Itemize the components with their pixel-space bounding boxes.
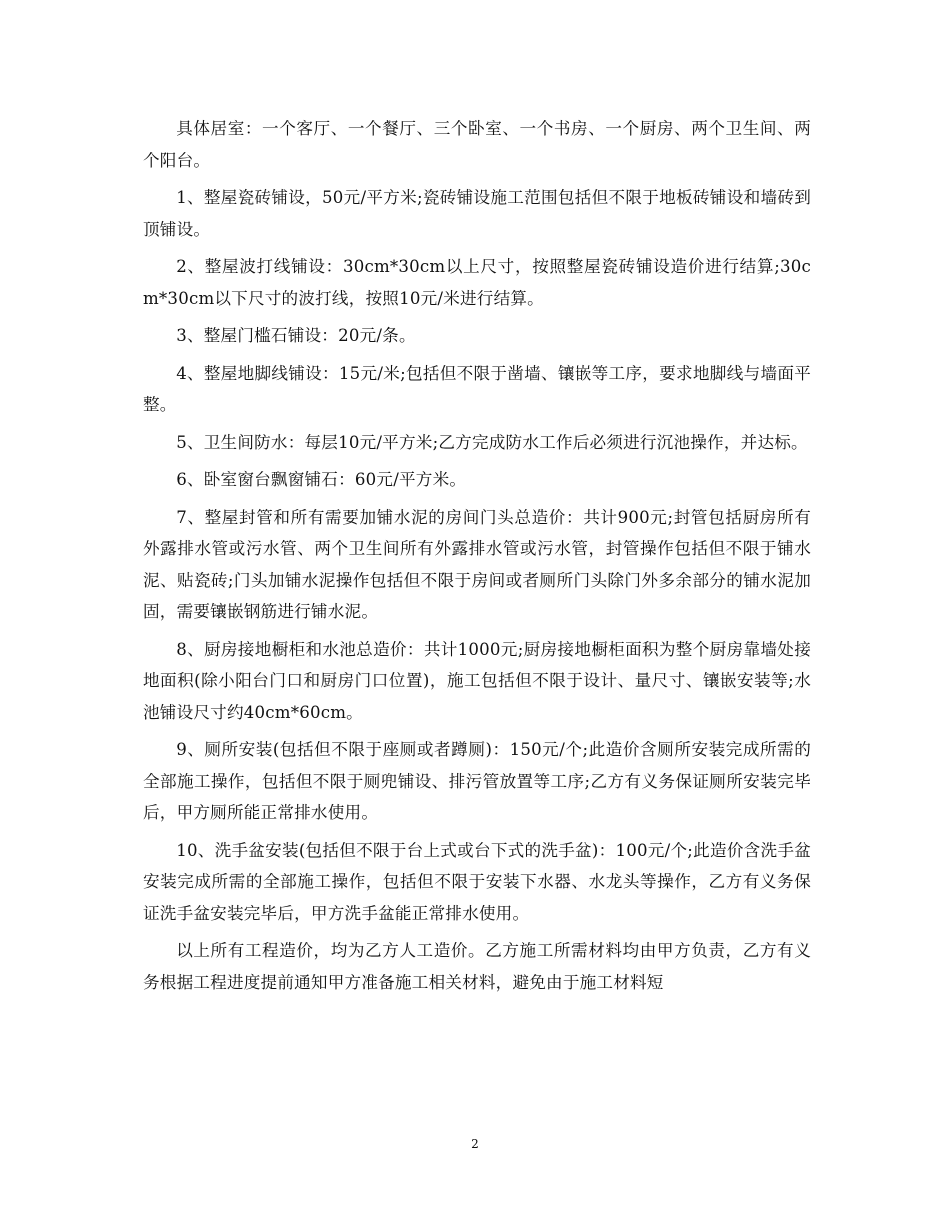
paragraph-item-7-pipe-sealing: 7、整屋封管和所有需要加铺水泥的房间门头总造价：共计900元;封管包括厨房所有外露排水管或污水管、两个卫生间所有外露排水管或污水管，封管操作包括但不限于铺水泥、贴瓷砖;门头加铺水泥操作包括但不限于房间或者厕所门头除门外多余部分的铺水泥加固，需要镶嵌钢筋进行铺水泥。 <box>143 507 811 621</box>
paragraph-item-5-waterproofing: 5、卫生间防水：每层10元/平方米;乙方完成防水工作后必须进行沉池操作，并达标。 <box>176 432 808 452</box>
paragraph-item-1-tiles: 1、整屋瓷砖铺设，50元/平方米;瓷砖铺设施工范围包括但不限于地板砖铺设和墙砖到顶铺设。 <box>143 188 811 239</box>
paragraph-item-2-border-line: 2、整屋波打线铺设：30cm*30cm以上尺寸，按照整屋瓷砖铺设造价进行结算;30cm*30cm以下尺寸的波打线，按照10元/米进行结算。 <box>143 257 811 308</box>
paragraph-item-4-skirting: 4、整屋地脚线铺设：15元/米;包括但不限于凿墙、镶嵌等工序，要求地脚线与墙面平整。 <box>143 363 811 414</box>
paragraph-item-6-window-sill: 6、卧室窗台飘窗铺石：60元/平方米。 <box>176 470 467 489</box>
document-body <box>143 113 811 1004</box>
page-number: 2 <box>471 1137 479 1151</box>
paragraph-item-3-threshold-stone: 3、整屋门槛石铺设：20元/条。 <box>176 326 416 345</box>
paragraph-rooms: 具体居室：一个客厅、一个餐厅、三个卧室、一个书房、一个厨房、两个卫生间、两个阳台。 <box>143 119 811 170</box>
paragraph-item-10-washbasin: 10、洗手盆安装(包括但不限于台上式或台下式的洗手盆)：100元/个;此造价含洗手盆安装完成所需的全部施工操作，包括但不限于安装下水器、水龙头等操作，乙方有义务保证洗手盆安装完毕后，甲方洗手盆能正常排水使用。 <box>143 840 811 923</box>
paragraph-item-9-toilet: 9、厕所安装(包括但不限于座厕或者蹲厕)：150元/个;此造价含厕所安装完成所需的全部施工操作，包括但不限于厕兜铺设、排污管放置等工序;乙方有义务保证厕所安装完毕后，甲方厕所能正常排水使用。 <box>143 740 811 822</box>
paragraph-item-8-kitchen-cabinet: 8、厨房接地橱柜和水池总造价：共计1000元;厨房接地橱柜面积为整个厨房靠墙处接地面积(除小阳台门口和厨房门口位置)，施工包括但不限于设计、量尺寸、镶嵌安装等;水池铺设尺寸约40cm*60cm。 <box>143 639 811 722</box>
paragraph-labor-cost-note: 以上所有工程造价，均为乙方人工造价。乙方施工所需材料均由甲方负责，乙方有义务根据工程进度提前通知甲方准备施工相关材料，避免由于施工材料短 <box>143 941 811 992</box>
